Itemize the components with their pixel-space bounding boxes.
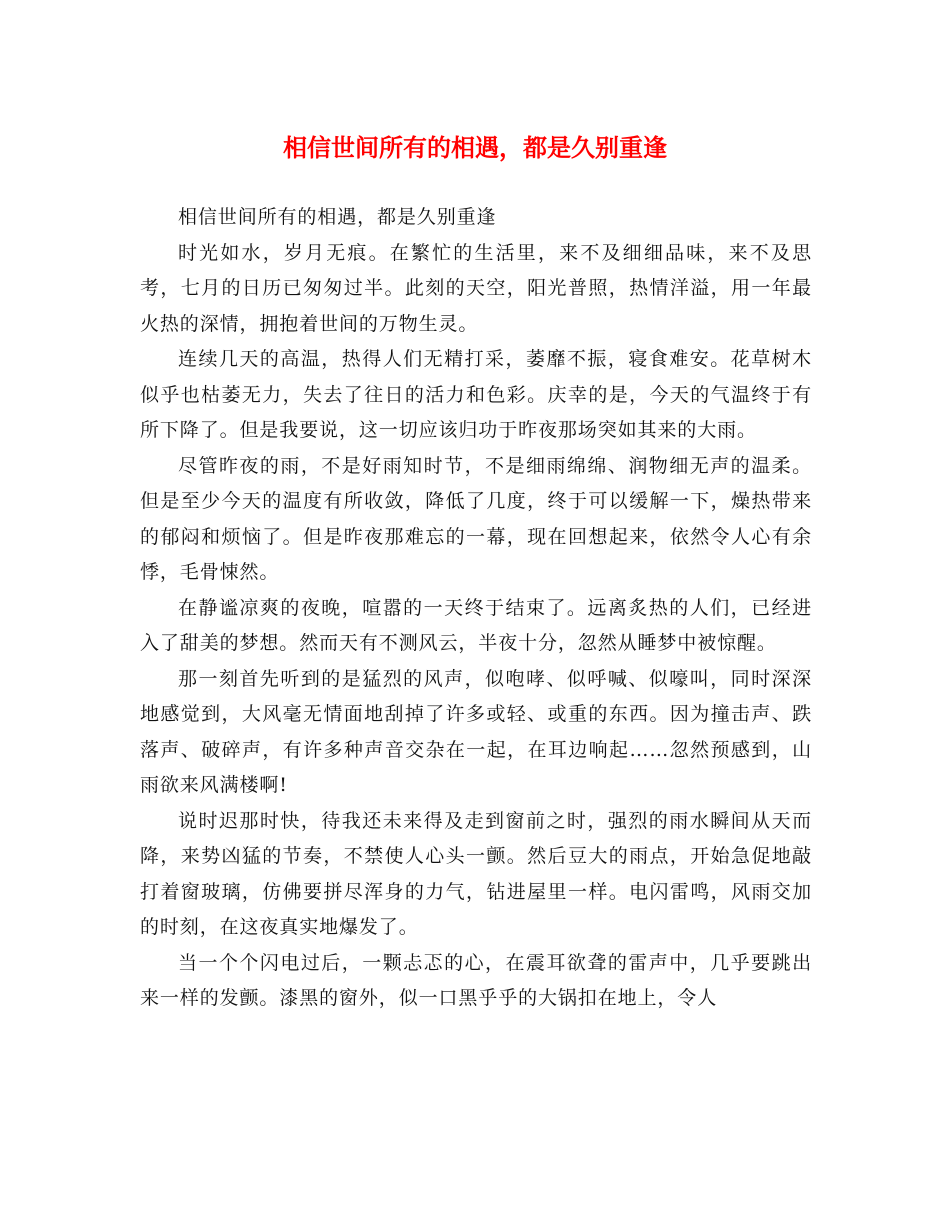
- document-title: 相信世间所有的相遇，都是久别重逢: [283, 133, 667, 162]
- paragraph: 连续几天的高温，热得人们无精打采，萎靡不振，寝食难安。花草树木似乎也枯萎无力，失去了往日的活力和色彩。庆幸的是，今天的气温终于有所下降了。但是我要说，这一切应该归功于昨夜那场突如其来的大雨。: [140, 348, 812, 441]
- document-body: [140, 200, 812, 1017]
- paragraph: 当一个个闪电过后，一颗忐忑的心，在震耳欲聋的雷声中，几乎要跳出来一样的发颤。漆黑的窗外，似一口黑乎乎的大锅扣在地上，令人: [140, 951, 812, 1009]
- paragraph: 在静谧凉爽的夜晚，喧嚣的一天终于结束了。远离炙热的人们，已经进入了甜美的梦想。然而天有不测风云，半夜十分，忽然从睡梦中被惊醒。: [140, 596, 812, 654]
- paragraph: 相信世间所有的相遇，都是久别重逢: [178, 206, 497, 228]
- paragraph: 时光如水，岁月无痕。在繁忙的生活里，来不及细细品味，来不及思考，七月的日历已匆匆过半。此刻的天空，阳光普照，热情洋溢，用一年最火热的深情，拥抱着世间的万物生灵。: [140, 241, 812, 335]
- paragraph: 说时迟那时快，待我还未来得及走到窗前之时，强烈的雨水瞬间从天而降，来势凶猛的节奏，不禁使人心头一颤。然后豆大的雨点，开始急促地敲打着窗玻璃，仿佛要拼尽浑身的力气，钻进屋里一样。电闪雷鸣，风雨交加的时刻，在这夜真实地爆发了。: [140, 809, 812, 938]
- paragraph: 尽管昨夜的雨，不是好雨知时节，不是细雨绵绵、润物细无声的温柔。但是至少今天的温度有所收敛，降低了几度，终于可以缓解一下，燥热带来的郁闷和烦恼了。但是昨夜那难忘的一幕，现在回想起来，依然令人心有余悸，毛骨悚然。: [140, 454, 812, 583]
- paragraph: 那一刻首先听到的是猛烈的风声，似咆哮、似呼喊、似嚎叫，同时深深地感觉到，大风毫无情面地刮掉了许多或轻、或重的东西。因为撞击声、跌落声、破碎声，有许多种声音交杂在一起，在耳边响起……忽然预感到，山雨欲来风满楼啊!: [140, 667, 812, 796]
